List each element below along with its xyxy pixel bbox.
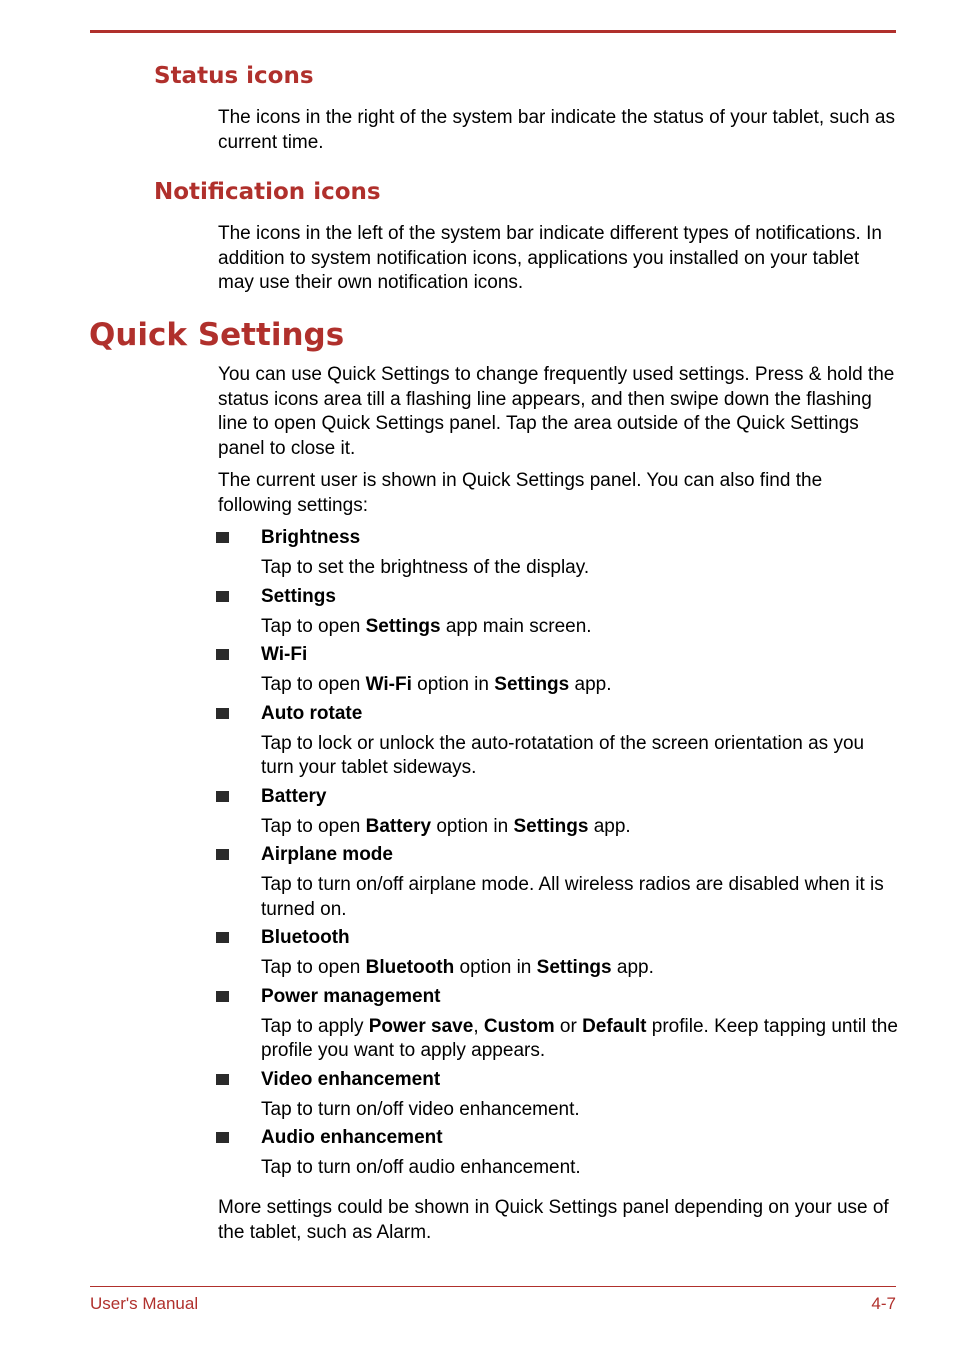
footer-manual-title: User's Manual	[90, 1294, 199, 1313]
list-item-title: Battery	[261, 785, 327, 807]
description-text: Tap to turn on/off audio enhancement.	[261, 1157, 581, 1178]
list-item-title: Power management	[261, 985, 441, 1007]
description-bold-term: Wi-Fi	[365, 674, 412, 695]
list-item-title: Brightness	[261, 527, 361, 548]
list-item	[216, 524, 900, 581]
list-item-description	[261, 1015, 900, 1064]
description-text: option in	[454, 957, 537, 978]
status-icons-heading: Status icons	[154, 63, 314, 89]
list-item-description	[261, 673, 900, 698]
footer-rule	[90, 1286, 896, 1287]
description-bold-term: Default	[582, 1015, 647, 1037]
description-bold-term: Battery	[365, 815, 432, 837]
description-text: Tap to open	[261, 957, 366, 978]
list-item-title: Bluetooth	[261, 927, 350, 948]
square-bullet-icon	[216, 1074, 229, 1085]
description-text: Tap to open	[261, 674, 366, 695]
list-item-title: Auto rotate	[261, 702, 363, 724]
list-item-description	[261, 956, 900, 981]
description-bold-term: Power save	[368, 1015, 474, 1037]
description-text: profile. Keep tapping until the profile you want to apply appears.	[261, 1015, 898, 1061]
list-item	[216, 983, 900, 1064]
list-item	[216, 841, 900, 922]
list-item-title: Airplane mode	[261, 844, 393, 865]
list-item	[216, 641, 900, 698]
closing-text: More settings could be shown in Quick Settings panel depending on your use of the tablet, such as Alarm.	[218, 1197, 889, 1243]
square-bullet-icon	[216, 932, 229, 943]
list-item-title: Wi-Fi	[261, 644, 308, 665]
list-item-title: Settings	[261, 585, 336, 607]
description-text: app.	[611, 957, 654, 978]
notification-icons-heading: Notification icons	[154, 179, 381, 205]
square-bullet-icon	[216, 1132, 229, 1143]
description-text: Tap to turn on/off video enhancement.	[261, 1098, 580, 1120]
square-bullet-icon	[216, 649, 229, 660]
square-bullet-icon	[216, 791, 229, 802]
description-text: app.	[569, 674, 612, 695]
square-bullet-icon	[216, 849, 229, 860]
description-bold-term: Settings	[365, 615, 441, 637]
list-item-title: Video enhancement	[261, 1068, 441, 1090]
list-item-description	[261, 1098, 900, 1123]
list-item-title: Audio enhancement	[261, 1127, 443, 1148]
description-text: Tap to open	[261, 815, 366, 837]
list-item	[216, 783, 900, 840]
settings-list	[216, 524, 900, 1183]
quick-settings-lead: The current user is shown in Quick Settings panel. You can also find the following settings:	[218, 470, 823, 516]
list-item-description	[261, 556, 900, 581]
description-text: Tap to lock or unlock the auto-rotatation of the screen orientation as you turn your tablet sideways.	[261, 732, 865, 778]
list-item-description	[261, 815, 900, 840]
description-text: option in	[431, 815, 514, 837]
description-text: Tap to open	[261, 615, 366, 637]
description-text: Tap to set the brightness of the display.	[261, 557, 590, 578]
list-item	[216, 700, 900, 781]
description-bold-term: Settings	[513, 815, 589, 837]
list-item-description	[261, 873, 900, 922]
description-text: app main screen.	[440, 615, 592, 637]
status-icons-text: The icons in the right of the system bar indicate the status of your tablet, such as current time.	[218, 107, 895, 153]
description-bold-term: Settings	[536, 957, 612, 978]
description-bold-term: Settings	[494, 674, 570, 695]
description-text: Tap to turn on/off airplane mode. All wireless radios are disabled when it is turned on.	[261, 874, 884, 920]
description-text: ,	[473, 1015, 484, 1037]
quick-settings-intro: You can use Quick Settings to change frequently used settings. Press & hold the status icons area till a flashing line appears, and then swipe down the flashing line to open Quick Settings panel. Tap the area outside of the Quick Settings panel to close it.	[218, 364, 895, 459]
square-bullet-icon	[216, 532, 229, 543]
description-text: Tap to apply	[261, 1015, 369, 1037]
list-item-description	[261, 1156, 900, 1181]
list-item	[216, 583, 900, 640]
list-item	[216, 924, 900, 981]
description-text: or	[554, 1015, 583, 1037]
quick-settings-heading: Quick Settings	[89, 317, 345, 353]
list-item	[216, 1066, 900, 1123]
description-text: app.	[588, 815, 631, 837]
header-rule	[90, 30, 896, 33]
list-item-description	[261, 732, 900, 781]
notification-icons-text: The icons in the left of the system bar indicate different types of notifications. In addition to system notification icons, applications you installed on your tablet may use their own notification icons.	[218, 223, 882, 293]
square-bullet-icon	[216, 591, 229, 602]
list-item-description	[261, 615, 900, 640]
square-bullet-icon	[216, 708, 229, 719]
list-item	[216, 1124, 900, 1181]
description-bold-term: Bluetooth	[365, 957, 455, 978]
description-text: option in	[411, 674, 495, 695]
square-bullet-icon	[216, 991, 229, 1002]
description-bold-term: Custom	[483, 1015, 555, 1037]
footer-page-number: 4-7	[871, 1294, 896, 1313]
